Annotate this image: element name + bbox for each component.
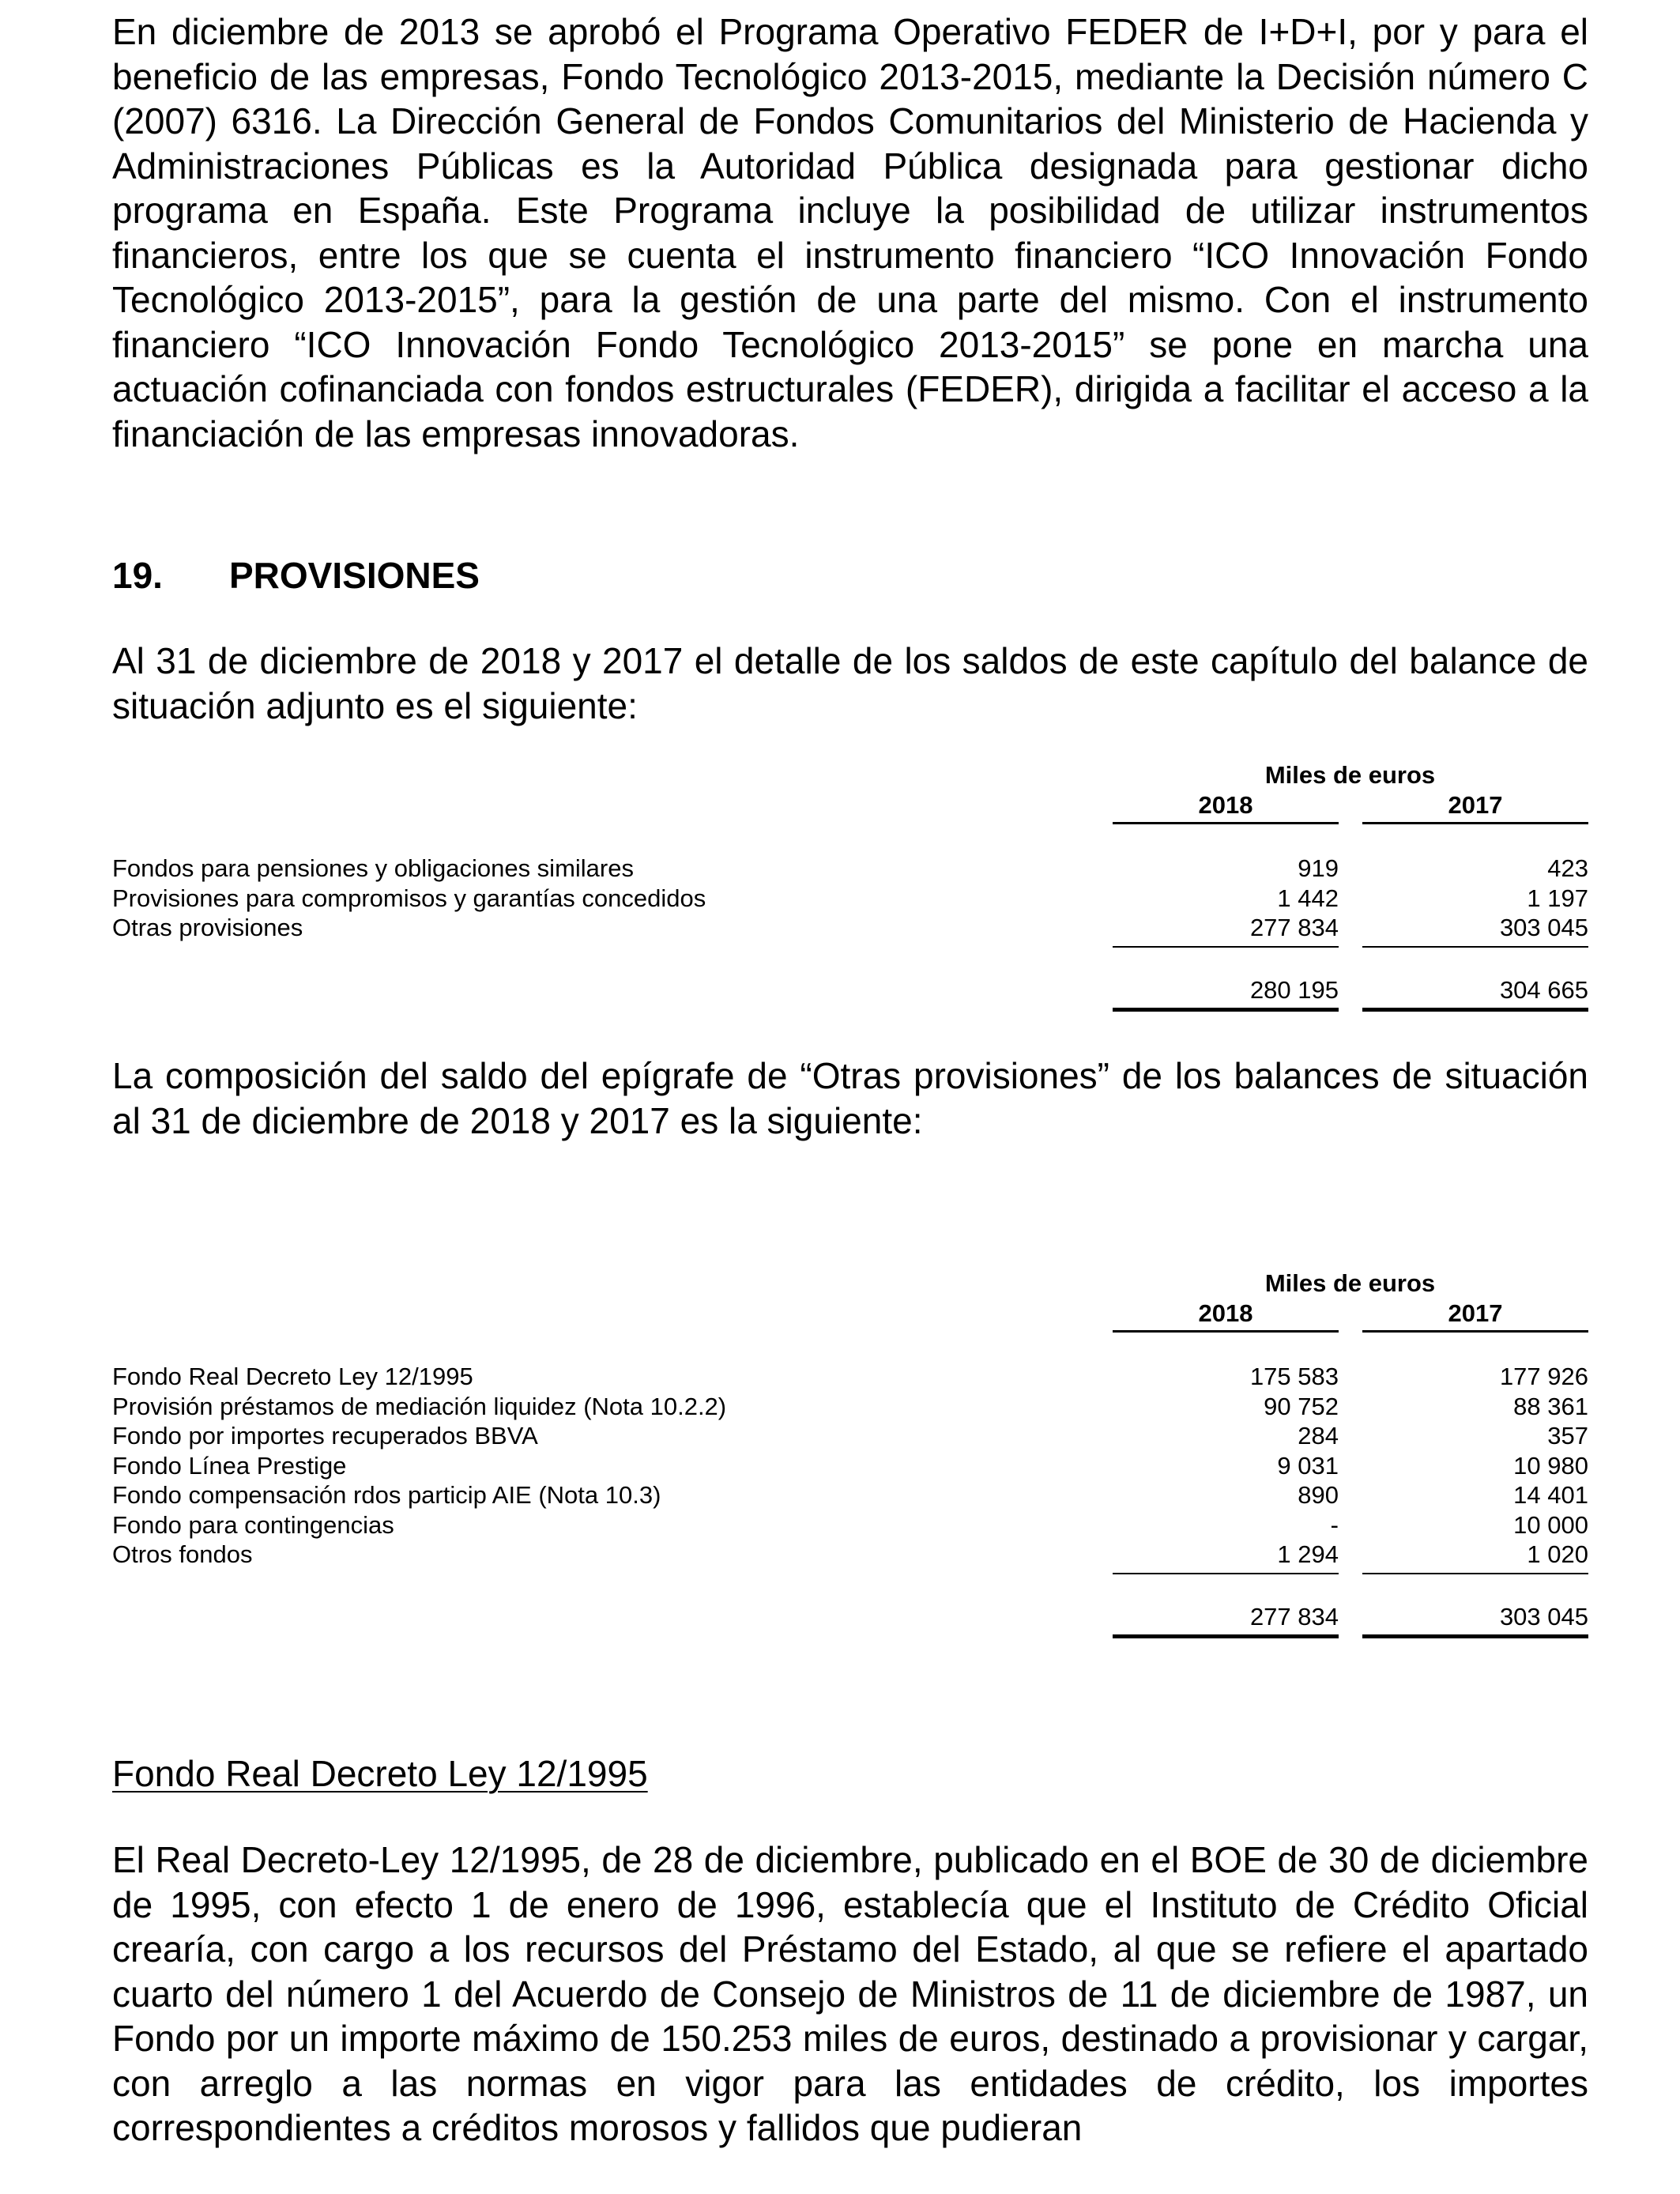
total-value-2018: 280 195 — [1249, 976, 1339, 1004]
table-row — [112, 1451, 1588, 1481]
table-row — [112, 1540, 1588, 1570]
table-header-2017: 2017 — [1362, 790, 1588, 824]
row-value-2018: 1 442 — [1277, 884, 1339, 912]
row-value-2018: 919 — [1298, 854, 1339, 882]
row-value-2017: 88 361 — [1513, 1392, 1588, 1420]
row-value-2017: 303 045 — [1499, 914, 1588, 941]
table-row — [112, 1510, 1588, 1540]
row-value-2018: 277 834 — [1249, 914, 1339, 941]
table-row — [112, 1480, 1588, 1510]
intro-paragraph: En diciembre de 2013 se aprobó el Programa Operativo FEDER de I+D+I, por y para el beneficio de las empresas, Fondo Tecnológico 2013-2015, mediante la Decisión número C (2007) 6316. La Dirección General de Fondos Comunitarios del Ministerio de Hacienda y Administraciones Públicas es la Autoridad Pública designada para gestionar dicho programa en España. Este Programa incluye la posibilidad de utilizar instrumentos financieros, entre los que se cuenta el instrumento financiero “ICO Innovación Fondo Tecnológico 2013-2015”, para la gestión de una parte del mismo. Con el instrumento financiero “ICO Innovación Fondo Tecnológico 2013-2015” se pone en marcha una actuación cofinanciada con fondos estructurales (FEDER), dirigida a facilitar el acceso a la financiación de las empresas innovadoras. — [112, 11, 1588, 454]
row-label: Provisiones para compromisos y garantías concedidos — [112, 884, 706, 912]
row-label: Fondo para contingencias — [112, 1510, 394, 1539]
table-row — [112, 884, 1588, 914]
composition-paragraph: La composición del saldo del epígrafe de “Otras provisiones” de los balances de situación al 31 de diciembre de 2018 y 2017 es la siguiente: — [112, 1055, 1588, 1141]
row-value-2017: 357 — [1547, 1422, 1588, 1449]
total-line-2018 — [1113, 1008, 1339, 1012]
subtotal-line-2018 — [1113, 946, 1339, 948]
subtotal-line-2017 — [1362, 1573, 1588, 1574]
total-line-2018 — [1113, 1634, 1339, 1638]
total-line-2017 — [1362, 1008, 1588, 1012]
table-row — [112, 854, 1588, 884]
total-value-2017: 304 665 — [1499, 976, 1588, 1004]
table-header-miles: Miles de euros — [1264, 1269, 1436, 1297]
row-value-2017: 423 — [1547, 854, 1588, 882]
row-label: Fondo por importes recuperados BBVA — [112, 1422, 538, 1449]
total-line-2017 — [1362, 1634, 1588, 1638]
row-label: Provisión préstamos de mediación liquidez (Nota 10.2.2) — [112, 1392, 727, 1420]
section-number: 19. — [112, 555, 163, 596]
table-row — [112, 1362, 1588, 1392]
total-value-2017: 303 045 — [1499, 1603, 1588, 1630]
row-label: Otras provisiones — [112, 914, 303, 941]
row-value-2018: 175 583 — [1249, 1363, 1339, 1390]
row-label: Fondo compensación rdos particip AIE (Nota 10.3) — [112, 1481, 661, 1509]
table-total-row — [112, 1602, 1588, 1632]
row-label: Otros fondos — [112, 1540, 253, 1568]
table-header-2018: 2018 — [1113, 1299, 1339, 1333]
section-heading — [112, 553, 480, 598]
table-header-2017: 2017 — [1362, 1299, 1588, 1333]
table-header-2018: 2018 — [1113, 790, 1339, 824]
rdl-paragraph: El Real Decreto-Ley 12/1995, de 28 de diciembre, publicado en el BOE de 30 de diciembre de 1995, con efecto 1 de enero de 1996, establecía que el Instituto de Crédito Oficial crearía, con cargo a los recursos del Préstamo del Estado, al que se refiere el apartado cuarto del número 1 del Acuerdo de Consejo de Ministros de 11 de diciembre de 1987, un Fondo por un importe máximo de 150.253 miles de euros, destinado a provisionar y cargar, con arreglo a las normas en vigor para las entidades de crédito, los importes correspondientes a créditos morosos y fallidos que pudieran — [112, 1839, 1588, 2148]
table-row — [112, 1421, 1588, 1451]
table-header-miles: Miles de euros — [1264, 761, 1436, 789]
row-value-2017: 14 401 — [1513, 1481, 1588, 1509]
row-value-2017: 1 020 — [1527, 1540, 1588, 1568]
total-value-2018: 277 834 — [1249, 1603, 1339, 1630]
subtotal-line-2018 — [1113, 1573, 1339, 1574]
row-value-2017: 177 926 — [1499, 1363, 1588, 1390]
table-row — [112, 913, 1588, 943]
row-label: Fondo Real Decreto Ley 12/1995 — [112, 1363, 473, 1390]
row-value-2018: 1 294 — [1277, 1540, 1339, 1568]
row-value-2018: 890 — [1298, 1481, 1339, 1509]
row-label: Fondo Línea Prestige — [112, 1451, 347, 1480]
row-value-2018: 90 752 — [1264, 1392, 1339, 1420]
row-value-2018: - — [1330, 1510, 1339, 1539]
table-total-row — [112, 975, 1588, 1005]
row-value-2018: 9 031 — [1277, 1451, 1339, 1480]
row-value-2017: 10 000 — [1513, 1510, 1588, 1539]
row-value-2017: 10 980 — [1513, 1451, 1588, 1480]
row-value-2017: 1 197 — [1527, 884, 1588, 912]
section-title: PROVISIONES — [229, 555, 480, 596]
row-label: Fondos para pensiones y obligaciones similares — [112, 854, 634, 882]
table-row — [112, 1392, 1588, 1422]
provisions-table — [112, 760, 1588, 1021]
detail-paragraph: Al 31 de diciembre de 2018 y 2017 el detalle de los saldos de este capítulo del balance de situación adjunto es el siguiente: — [112, 640, 1588, 726]
row-value-2018: 284 — [1298, 1422, 1339, 1449]
subtotal-line-2017 — [1362, 946, 1588, 948]
subheading-fondo-rdl: Fondo Real Decreto Ley 12/1995 — [112, 1753, 648, 1794]
other-provisions-table — [112, 1269, 1588, 1664]
